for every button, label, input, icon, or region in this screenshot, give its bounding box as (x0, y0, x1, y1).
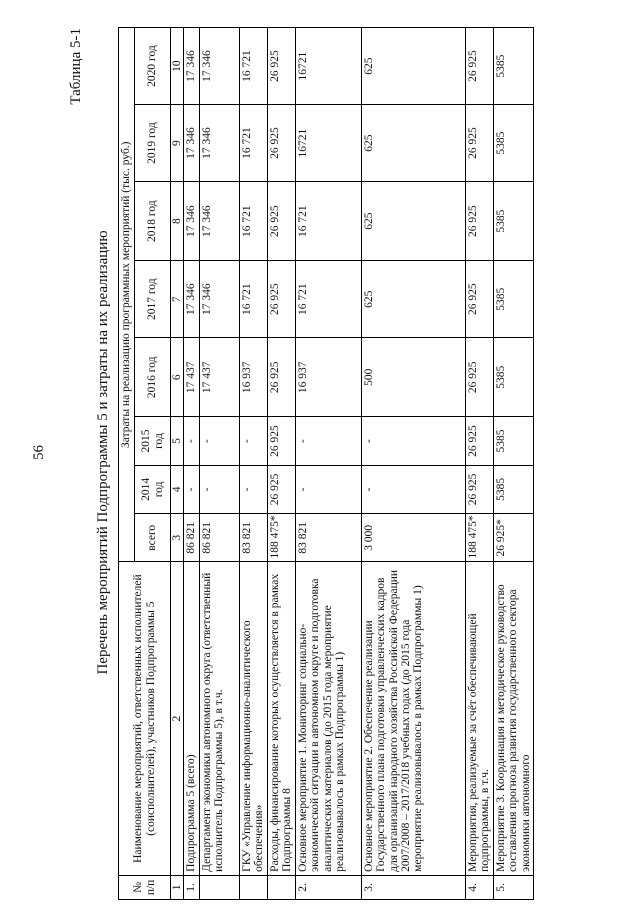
row-value: - (199, 417, 239, 465)
row-total: 83 821 (295, 514, 361, 562)
row-value: - (361, 465, 465, 513)
row-value: 26 925 (465, 338, 493, 417)
column-number: 7 (171, 261, 184, 338)
row-value: 26 925 (465, 465, 493, 513)
row-value: - (295, 465, 361, 513)
header-year: 2015 год (135, 417, 171, 465)
header-year: 2020 год (135, 28, 171, 105)
row-name: Расходы, финансирование которых осуществляется в рамках Подпрограммы 8 (267, 562, 295, 875)
header-num: № п/п (119, 875, 171, 899)
row-name: ГКУ «Управление информационно-аналитического обеспечения» (239, 562, 267, 875)
row-total: 26 925* (493, 514, 533, 562)
column-number: 3 (171, 514, 184, 562)
row-value: - (184, 465, 199, 513)
row-name: Подпрограмма 5 (всего) (184, 562, 199, 875)
table-row (199, 28, 239, 900)
table-row (465, 28, 493, 900)
column-number: 8 (171, 182, 184, 261)
row-value: 16 721 (239, 105, 267, 182)
header-year: 2019 год (135, 105, 171, 182)
row-number (267, 875, 295, 899)
row-value: 625 (361, 261, 465, 338)
row-value: 5385 (493, 28, 533, 105)
row-value: 500 (361, 338, 465, 417)
row-value: 26 925 (465, 182, 493, 261)
row-name: Основное мероприятие 2. Обеспечение реализации Государственного плана подготовки управленческих кадров для организаций народного хозяйства Российской Федерации 2007/2008 – 2017/2018 учебных годах (до 2015 года мероприятие реализовывалось в рамках Подпрограммы 1) (361, 562, 465, 875)
row-value: 16 721 (239, 182, 267, 261)
header-year: 2016 год (135, 338, 171, 417)
row-name: Основное мероприятие 1. Мониторинг социально-экономической ситуации в автономном округе и подготовка аналитических материалов (до 2015 года мероприятие реализовывалось в рамках Подпрограммы 1) (295, 562, 361, 875)
row-number: 2. (295, 875, 361, 899)
table-row (361, 28, 465, 900)
row-value: 17 346 (199, 261, 239, 338)
row-value: 16 937 (295, 338, 361, 417)
row-value: 17 346 (199, 105, 239, 182)
column-number: 10 (171, 28, 184, 105)
row-name: Мероприятие 3. Координация и методическое руководство составления прогноза развития государственного сектора экономики автономного (493, 562, 533, 875)
row-value: 5385 (493, 338, 533, 417)
row-value: 16 721 (295, 261, 361, 338)
table-row (295, 28, 361, 900)
table-row (267, 28, 295, 900)
header-year: 2017 год (135, 261, 171, 338)
row-value: 17 346 (184, 182, 199, 261)
table-caption: Перечень мероприятий Подпрограммы 5 и затраты на их реализацию (95, 230, 111, 675)
row-value: 26 925 (465, 105, 493, 182)
row-value: 26 925 (267, 28, 295, 105)
row-value: 26 925 (267, 182, 295, 261)
row-value: 26 925 (267, 465, 295, 513)
column-number: 2 (171, 562, 184, 875)
row-value: 16721 (295, 28, 361, 105)
row-value: 625 (361, 182, 465, 261)
row-value: 17 437 (184, 338, 199, 417)
row-total: 188 475* (465, 514, 493, 562)
page-number: 56 (31, 445, 47, 460)
header-costs: Затраты на реализацию программных мероприятий (тыс. руб.) (119, 28, 135, 562)
column-number: 4 (171, 465, 184, 513)
row-value: - (361, 417, 465, 465)
row-value: 5385 (493, 182, 533, 261)
row-value: 16 937 (239, 338, 267, 417)
row-value: 17 346 (199, 28, 239, 105)
table-row (493, 28, 533, 900)
row-value: 26 925 (267, 261, 295, 338)
column-number: 1 (171, 875, 184, 899)
column-number: 9 (171, 105, 184, 182)
row-value: - (184, 417, 199, 465)
header-year: 2014 год (135, 465, 171, 513)
row-value: 16 721 (239, 261, 267, 338)
row-value: 17 437 (199, 338, 239, 417)
row-value: - (239, 465, 267, 513)
row-number: 4. (465, 875, 493, 899)
row-total: 86 821 (184, 514, 199, 562)
row-value: 5385 (493, 261, 533, 338)
column-number: 5 (171, 417, 184, 465)
row-value: 17 346 (184, 105, 199, 182)
table-label: Таблица 5-1 (68, 28, 84, 105)
row-number (239, 875, 267, 899)
row-value: 26 925 (267, 417, 295, 465)
column-number: 6 (171, 338, 184, 417)
row-value: 16 721 (295, 182, 361, 261)
row-value: 17 346 (184, 261, 199, 338)
row-number: 5. (493, 875, 533, 899)
row-name: Департамент экономики автономного округа (ответственный исполнитель Подпрограммы 5), в т.ч. (199, 562, 239, 875)
row-value: 625 (361, 28, 465, 105)
row-value: 16721 (295, 105, 361, 182)
row-value: 26 925 (465, 28, 493, 105)
row-value: 5385 (493, 465, 533, 513)
table-row (239, 28, 267, 900)
costs-table (118, 27, 534, 900)
row-total: 86 821 (199, 514, 239, 562)
row-number: 1. (184, 875, 199, 899)
row-value: 17 346 (199, 182, 239, 261)
row-total: 83 821 (239, 514, 267, 562)
row-value: 26 925 (465, 261, 493, 338)
row-number: 3. (361, 875, 465, 899)
row-value: 625 (361, 105, 465, 182)
row-value: 26 925 (267, 338, 295, 417)
row-value: 5385 (493, 417, 533, 465)
row-value: - (239, 417, 267, 465)
header-year: 2018 год (135, 182, 171, 261)
table-row (184, 28, 199, 900)
row-number (199, 875, 239, 899)
row-value: 16 721 (239, 28, 267, 105)
row-name: Мероприятия, реализуемые за счёт обеспечивающей подпрограммы, в т.ч. (465, 562, 493, 875)
row-value: 17 346 (184, 28, 199, 105)
row-value: - (199, 465, 239, 513)
row-value: 26 925 (267, 105, 295, 182)
row-value: 5385 (493, 105, 533, 182)
header-total: всего (135, 514, 171, 562)
row-value: 26 925 (465, 417, 493, 465)
row-total: 3 000 (361, 514, 465, 562)
header-name: Наименование мероприятий, ответственных исполнителей (соисполнителей), участников Подпрограммы 5 (119, 562, 171, 875)
row-total: 188 475* (267, 514, 295, 562)
row-value: - (295, 417, 361, 465)
